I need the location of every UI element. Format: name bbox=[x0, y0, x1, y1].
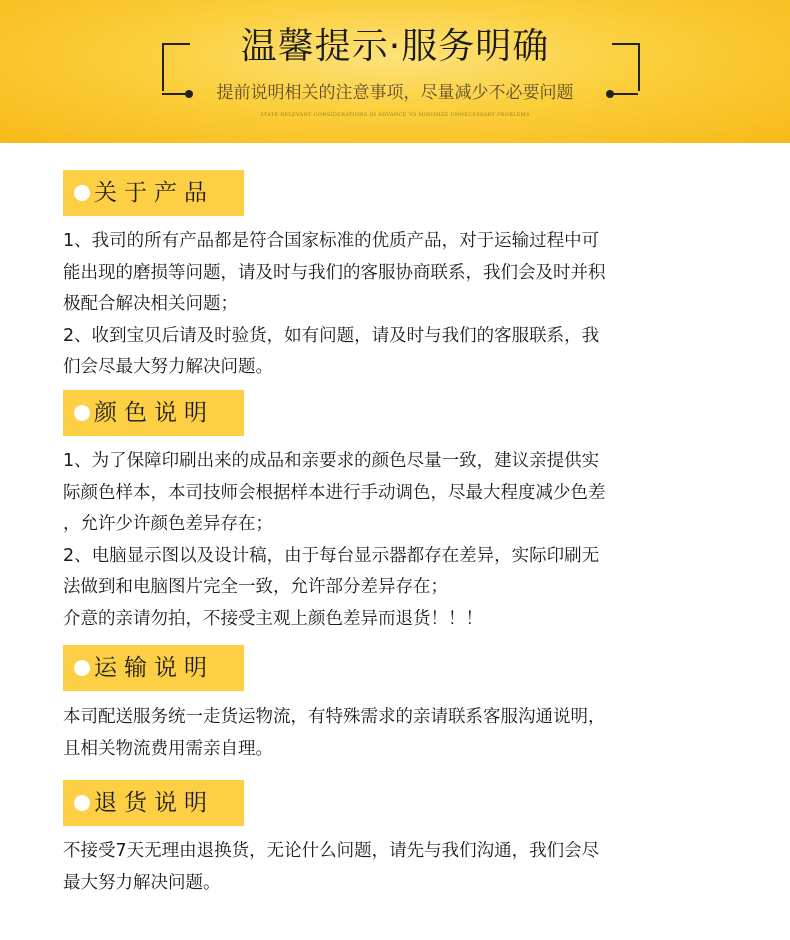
section-tag-shipping bbox=[63, 645, 244, 691]
decorative-line-right bbox=[612, 93, 638, 95]
body-line: 们会尽最大努力解决问题。 bbox=[63, 357, 273, 377]
body-line: 2、电脑显示图以及设计稿，由于每台显示器都存在差异，实际印刷无 bbox=[63, 545, 600, 566]
body-line: 最大努力解决问题。 bbox=[63, 872, 221, 893]
bullet-dot-icon bbox=[74, 405, 90, 421]
section-title: 运输说明 bbox=[94, 655, 214, 681]
section-body-returns bbox=[63, 836, 743, 899]
section-title: 颜色说明 bbox=[94, 400, 214, 426]
section-tag-product bbox=[63, 170, 244, 216]
body-line: ，允许少许颜色差异存在； bbox=[63, 514, 273, 534]
bullet-dot-icon bbox=[74, 795, 90, 811]
section-title: 退货说明 bbox=[94, 790, 214, 816]
body-line: 不接受7天无理由退换货，无论什么问题，请先与我们沟通，我们会尽 bbox=[63, 841, 600, 861]
section-tag-returns bbox=[63, 780, 244, 826]
section-title: 关于产品 bbox=[94, 180, 214, 206]
body-line: 本司配送服务统一走货运物流，有特殊需求的亲请联系客服沟通说明， bbox=[63, 707, 606, 727]
section-body-shipping bbox=[63, 702, 743, 765]
body-line: 1、为了保障印刷出来的成品和亲要求的颜色尽量一致，建议亲提供实 bbox=[63, 451, 600, 471]
body-line: 极配合解决相关问题； bbox=[63, 294, 238, 314]
body-line: 1、我司的所有产品都是符合国家标准的优质产品，对于运输过程中可 bbox=[63, 231, 600, 251]
english-tagline: STATE RELEVANT CONSIDERATIONS IN ADVANCE TO MINIMIZE UNNECESSARY PROBLEMS bbox=[260, 112, 530, 118]
body-line: 2、收到宝贝后请及时验货，如有问题，请及时与我们的客服联系，我 bbox=[63, 325, 600, 346]
body-line: 介意的亲请勿拍，不接受主观上颜色差异而退货！！！ bbox=[63, 608, 483, 629]
bullet-dot-icon bbox=[74, 660, 90, 676]
body-line: 且相关物流费用需亲自理。 bbox=[63, 738, 273, 759]
header-banner bbox=[0, 0, 790, 143]
bullet-dot-icon bbox=[74, 185, 90, 201]
body-line: 际颜色样本，本司技师会根据样本进行手动调色，尽最大程度减少色差 bbox=[63, 482, 606, 503]
page-title: 温馨提示·服务明确 bbox=[240, 26, 550, 67]
section-body-color bbox=[63, 446, 743, 635]
section-body-product bbox=[63, 226, 743, 384]
section-tag-color bbox=[63, 390, 244, 436]
body-line: 法做到和电脑图片完全一致，允许部分差异存在； bbox=[63, 577, 448, 597]
page-subtitle: 提前说明相关的注意事项，尽量减少不必要问题 bbox=[216, 83, 574, 103]
body-line: 能出现的磨损等问题，请及时与我们的客服协商联系，我们会及时并积 bbox=[63, 262, 606, 283]
